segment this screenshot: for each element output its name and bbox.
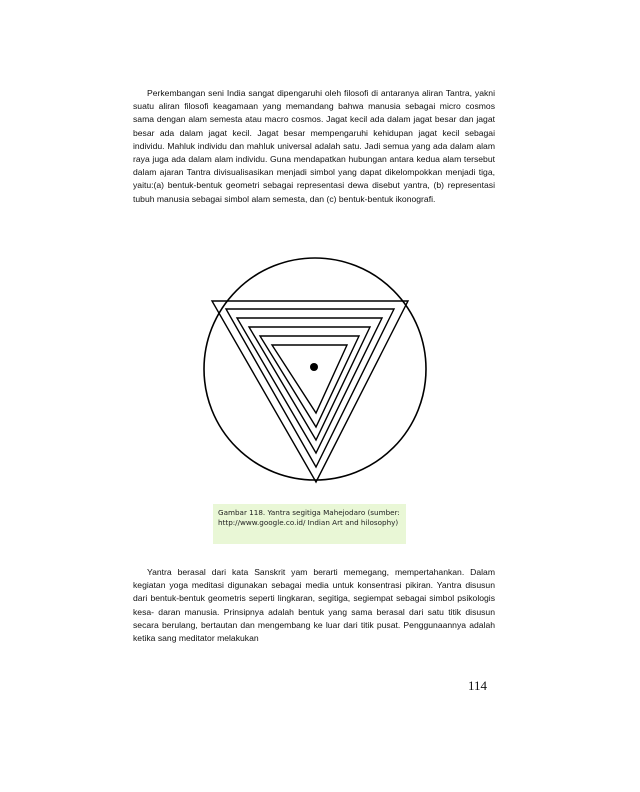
yantra-triangle-6 <box>272 345 347 413</box>
body-paragraph-2: Yantra berasal dari kata Sanskrit yam berarti memegang, mempertahankan. Dalam kegiatan yoga meditasi digunakan sebagai media untuk konsentrasi pikiran. Yantra disusun dari bentuk-bentuk geometris seperti lingkaran, segitiga, segiempat sebagai simbol psikologis kesa- daran manusia. Prinsipnya adalah bentuk yang sama berasal dari satu titik disusun secara berulang, bertautan dan mengembang ke luar dari titik pusat. Penggunaannya adalah ketika sang meditator melakukan <box>133 567 495 644</box>
body-paragraph-1: Perkembangan seni India sangat dipengaruhi oleh filosofi di antaranya aliran Tantra, yakni suatu aliran filosofi keagamaan yang memandang bahwa manusia sebagai micro cosmos sama dengan alam semesta atau macro cosmos. Jagat kecil ada dalam jagat besar dan jagat besar ada dalam jagat kecil. Jagat besar mempengaruhi kehidupan jagat kecil sebagai individu. Mahluk individu dan mahluk universal adalah satu. Jadi semua yang ada dalam alam raya juga ada dalam alam individu. Guna mendapatkan hubungan antara kedua alam tersebut dalam ajaran Tantra divisualisasikan menjadi simbol yang dapat dikelompokkan menjadi tiga, yaitu:(a) bentuk-bentuk geometri sebagai representasi dewa disebut yantra, (b) representasi tubuh manusia sebagai simbol alam semesta, dan (c) bentuk-bentuk ikonografi. <box>133 88 495 204</box>
yantra-center-dot <box>310 363 318 371</box>
yantra-triangle-3 <box>237 318 382 453</box>
yantra-figure <box>196 250 434 490</box>
page-number: 114 <box>468 678 488 693</box>
figure-caption: Gambar 118. Yantra segitiga Mahejodaro (sumber: http://www.google.co.id/ Indian Art and hilosophy) <box>213 504 406 544</box>
yantra-triangle-4 <box>249 327 370 440</box>
yantra-triangle-diagram <box>196 250 434 490</box>
yantra-triangle-1 <box>212 301 408 482</box>
